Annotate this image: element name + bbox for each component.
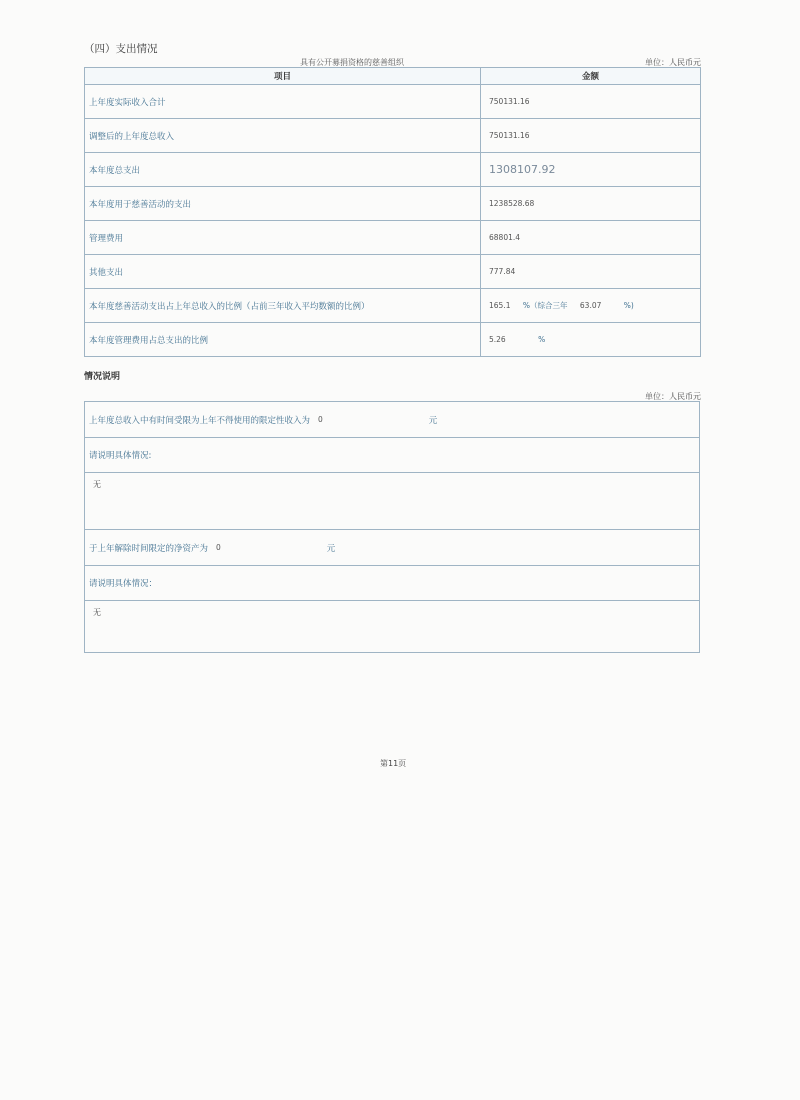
restricted-income-unit: 元: [428, 415, 438, 426]
row-label: 上年度实际收入合计: [85, 85, 481, 119]
row-value: 777.84: [481, 255, 701, 289]
org-type-caption: 具有公开募捐资格的慈善组织: [300, 58, 404, 67]
table-row: [85, 255, 701, 289]
restricted-income-line: [85, 402, 699, 438]
row-value: 1308107.92: [481, 153, 701, 187]
table-row-ratio: [85, 289, 701, 323]
restricted-income-label: 上年度总收入中有时间受限为上年不得使用的限定性收入为: [89, 415, 311, 426]
table-header-row: [85, 68, 701, 85]
mgmt-ratio-pct: %: [538, 335, 546, 344]
table-row: [85, 119, 701, 153]
released-assets-line: [85, 530, 699, 566]
restricted-income-value: 0: [318, 415, 323, 424]
page-number: 第11页: [380, 759, 407, 768]
row-label: 本年度用于慈善活动的支出: [85, 187, 481, 221]
released-assets-unit: 元: [326, 543, 336, 554]
unit-value: 人民币元: [669, 58, 701, 67]
explain-content-1: 无: [85, 473, 699, 530]
row-label: 本年度总支出: [85, 153, 481, 187]
header-item: 项目: [85, 68, 481, 85]
mgmt-ratio-value: 5.26: [489, 335, 506, 344]
notes-unit-value: 人民币元: [669, 392, 701, 401]
row-label: 其他支出: [85, 255, 481, 289]
header-amount: 金额: [481, 68, 701, 85]
released-assets-value: 0: [216, 543, 221, 552]
table-row: [85, 85, 701, 119]
row-value: 1238528.68: [481, 187, 701, 221]
ratio-value: 165.1: [489, 301, 511, 310]
unit-label-text: 单位：: [645, 58, 669, 67]
table-row-mgmt: [85, 323, 701, 357]
row-value: 750131.16: [481, 119, 701, 153]
ratio-pct-close: %): [623, 301, 634, 310]
notes-unit-label-text: 单位：: [645, 392, 669, 401]
ratio-cell: [481, 289, 701, 323]
row-value: 68801.4: [481, 221, 701, 255]
row-label: 调整后的上年度总收入: [85, 119, 481, 153]
explain-label-2: 请说明具体情况：: [89, 579, 158, 589]
table-row: [85, 221, 701, 255]
table-row: [85, 187, 701, 221]
row-label: 管理费用: [85, 221, 481, 255]
mgmt-ratio-cell: [481, 323, 701, 357]
explain-label-row-1: [85, 438, 699, 473]
expenditure-table: [84, 67, 701, 357]
notes-title: 情况说明: [84, 372, 121, 382]
row-value: 750131.16: [481, 85, 701, 119]
explain-label-row-2: [85, 566, 699, 601]
section-title: （四）支出情况: [84, 43, 158, 55]
mgmt-ratio-label: 本年度管理费用占总支出的比例: [85, 323, 481, 357]
ratio-label: 本年度慈善活动支出占上年总收入的比例（占前三年收入平均数额的比例）: [85, 289, 481, 323]
three-year-value: 63.07: [579, 301, 602, 310]
ratio-pct-open: %（综合三年: [522, 301, 568, 310]
notes-box: [84, 401, 700, 653]
table-row: [85, 153, 701, 187]
explain-label-1: 请说明具体情况:: [89, 451, 152, 461]
released-assets-label: 于上年解除时间限定的净资产为: [89, 543, 209, 554]
explain-content-2: 无: [93, 608, 101, 617]
